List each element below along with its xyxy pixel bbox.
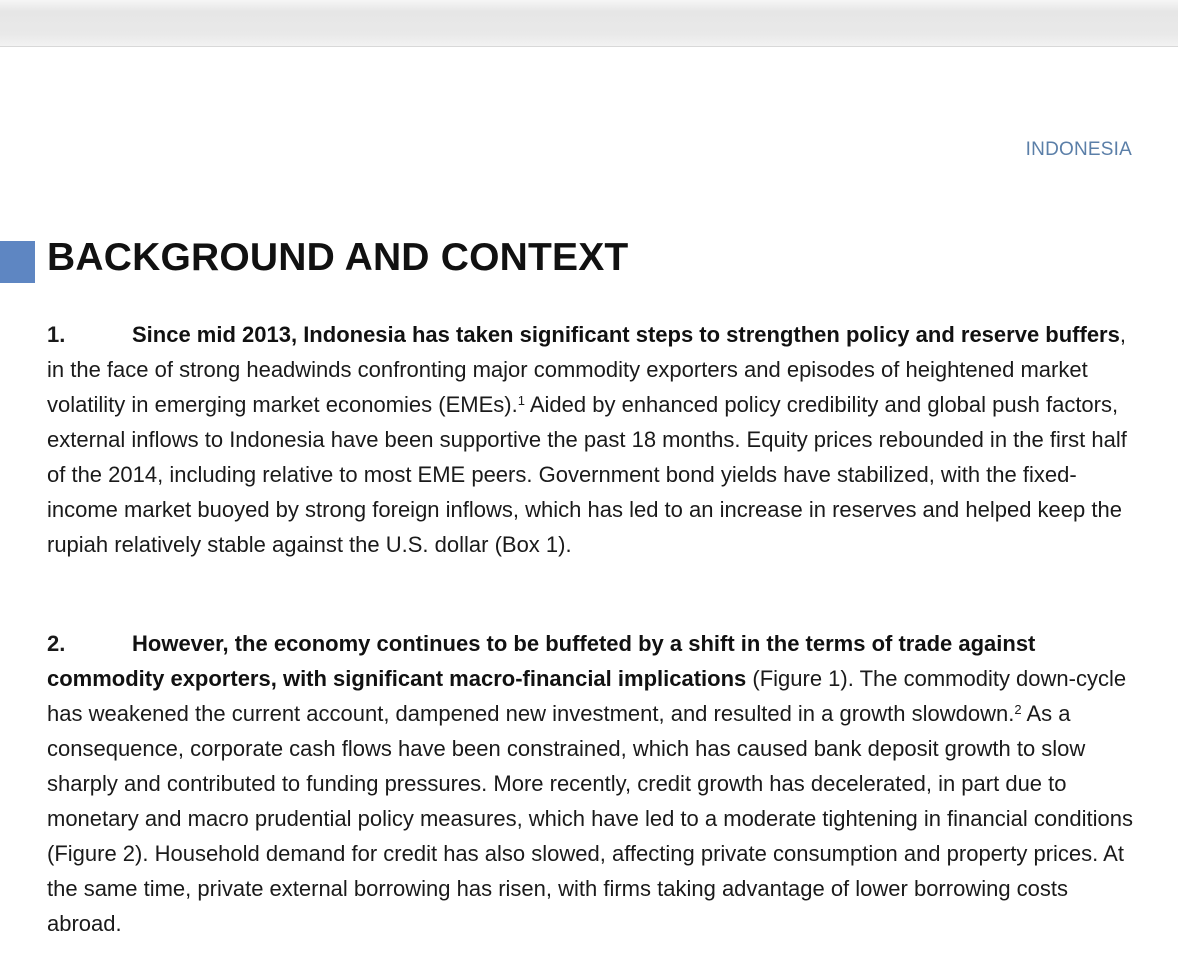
paragraph-text: As a consequence, corporate cash flows have been constrained, which has caused bank deposit growth to slow sharply and contributed to funding pressures. More recently, credit growth has decelerated, in part due to monetary and macro prudential policy measures, which have led to a moderate tightening in financial conditions (Figure 2). Household demand for credit has also slowed, affecting private consumption and property prices. At the same time, private external borrowing has risen, with firms taking advantage of lower borrowing costs abroad. — [47, 701, 1133, 936]
paragraph-text: , in the face of strong headwinds confronting major commodity exporters and episodes of heightened market volatility in emerging market economies (EMEs). — [47, 322, 1126, 417]
paragraph-number: 2. — [47, 631, 66, 656]
document-page — [0, 47, 1178, 965]
paragraph-text: (Figure 1). The commodity down-cycle has weakened the current account, dampened new investment, and resulted in a growth slowdown. — [47, 666, 1127, 726]
section-title: BACKGROUND AND CONTEXT — [47, 236, 629, 279]
section-marker — [0, 241, 35, 283]
paragraph-2 — [47, 626, 1142, 941]
footnote-ref-2[interactable]: 2 — [1014, 702, 1022, 717]
paragraph-text: Aided by enhanced policy credibility and global push factors, external inflows to Indonesia have been supportive the past 18 months. Equity prices rebounded in the first half of the 2014, including relative to most EME peers. Government bond yields have stabilized, with the fixed-income market buoyed by strong foreign inflows, which has led to an increase in reserves and helped keep the rupiah relatively stable against the U.S. dollar (Box 1). — [47, 392, 1127, 557]
paragraph-number: 1. — [47, 322, 66, 347]
paragraph-lead: However, the economy continues to be buffeted by a shift in the terms of trade against commodity exporters, with significant macro-financial implications — [47, 631, 1036, 691]
viewer-toolbar-strip — [0, 0, 1178, 47]
footnote-ref-1[interactable]: 1 — [517, 393, 525, 408]
running-header: INDONESIA — [1025, 139, 1132, 160]
paragraph-lead: Since mid 2013, Indonesia has taken significant steps to strengthen policy and reserve buffers — [132, 322, 1120, 347]
paragraph-1 — [47, 317, 1142, 562]
